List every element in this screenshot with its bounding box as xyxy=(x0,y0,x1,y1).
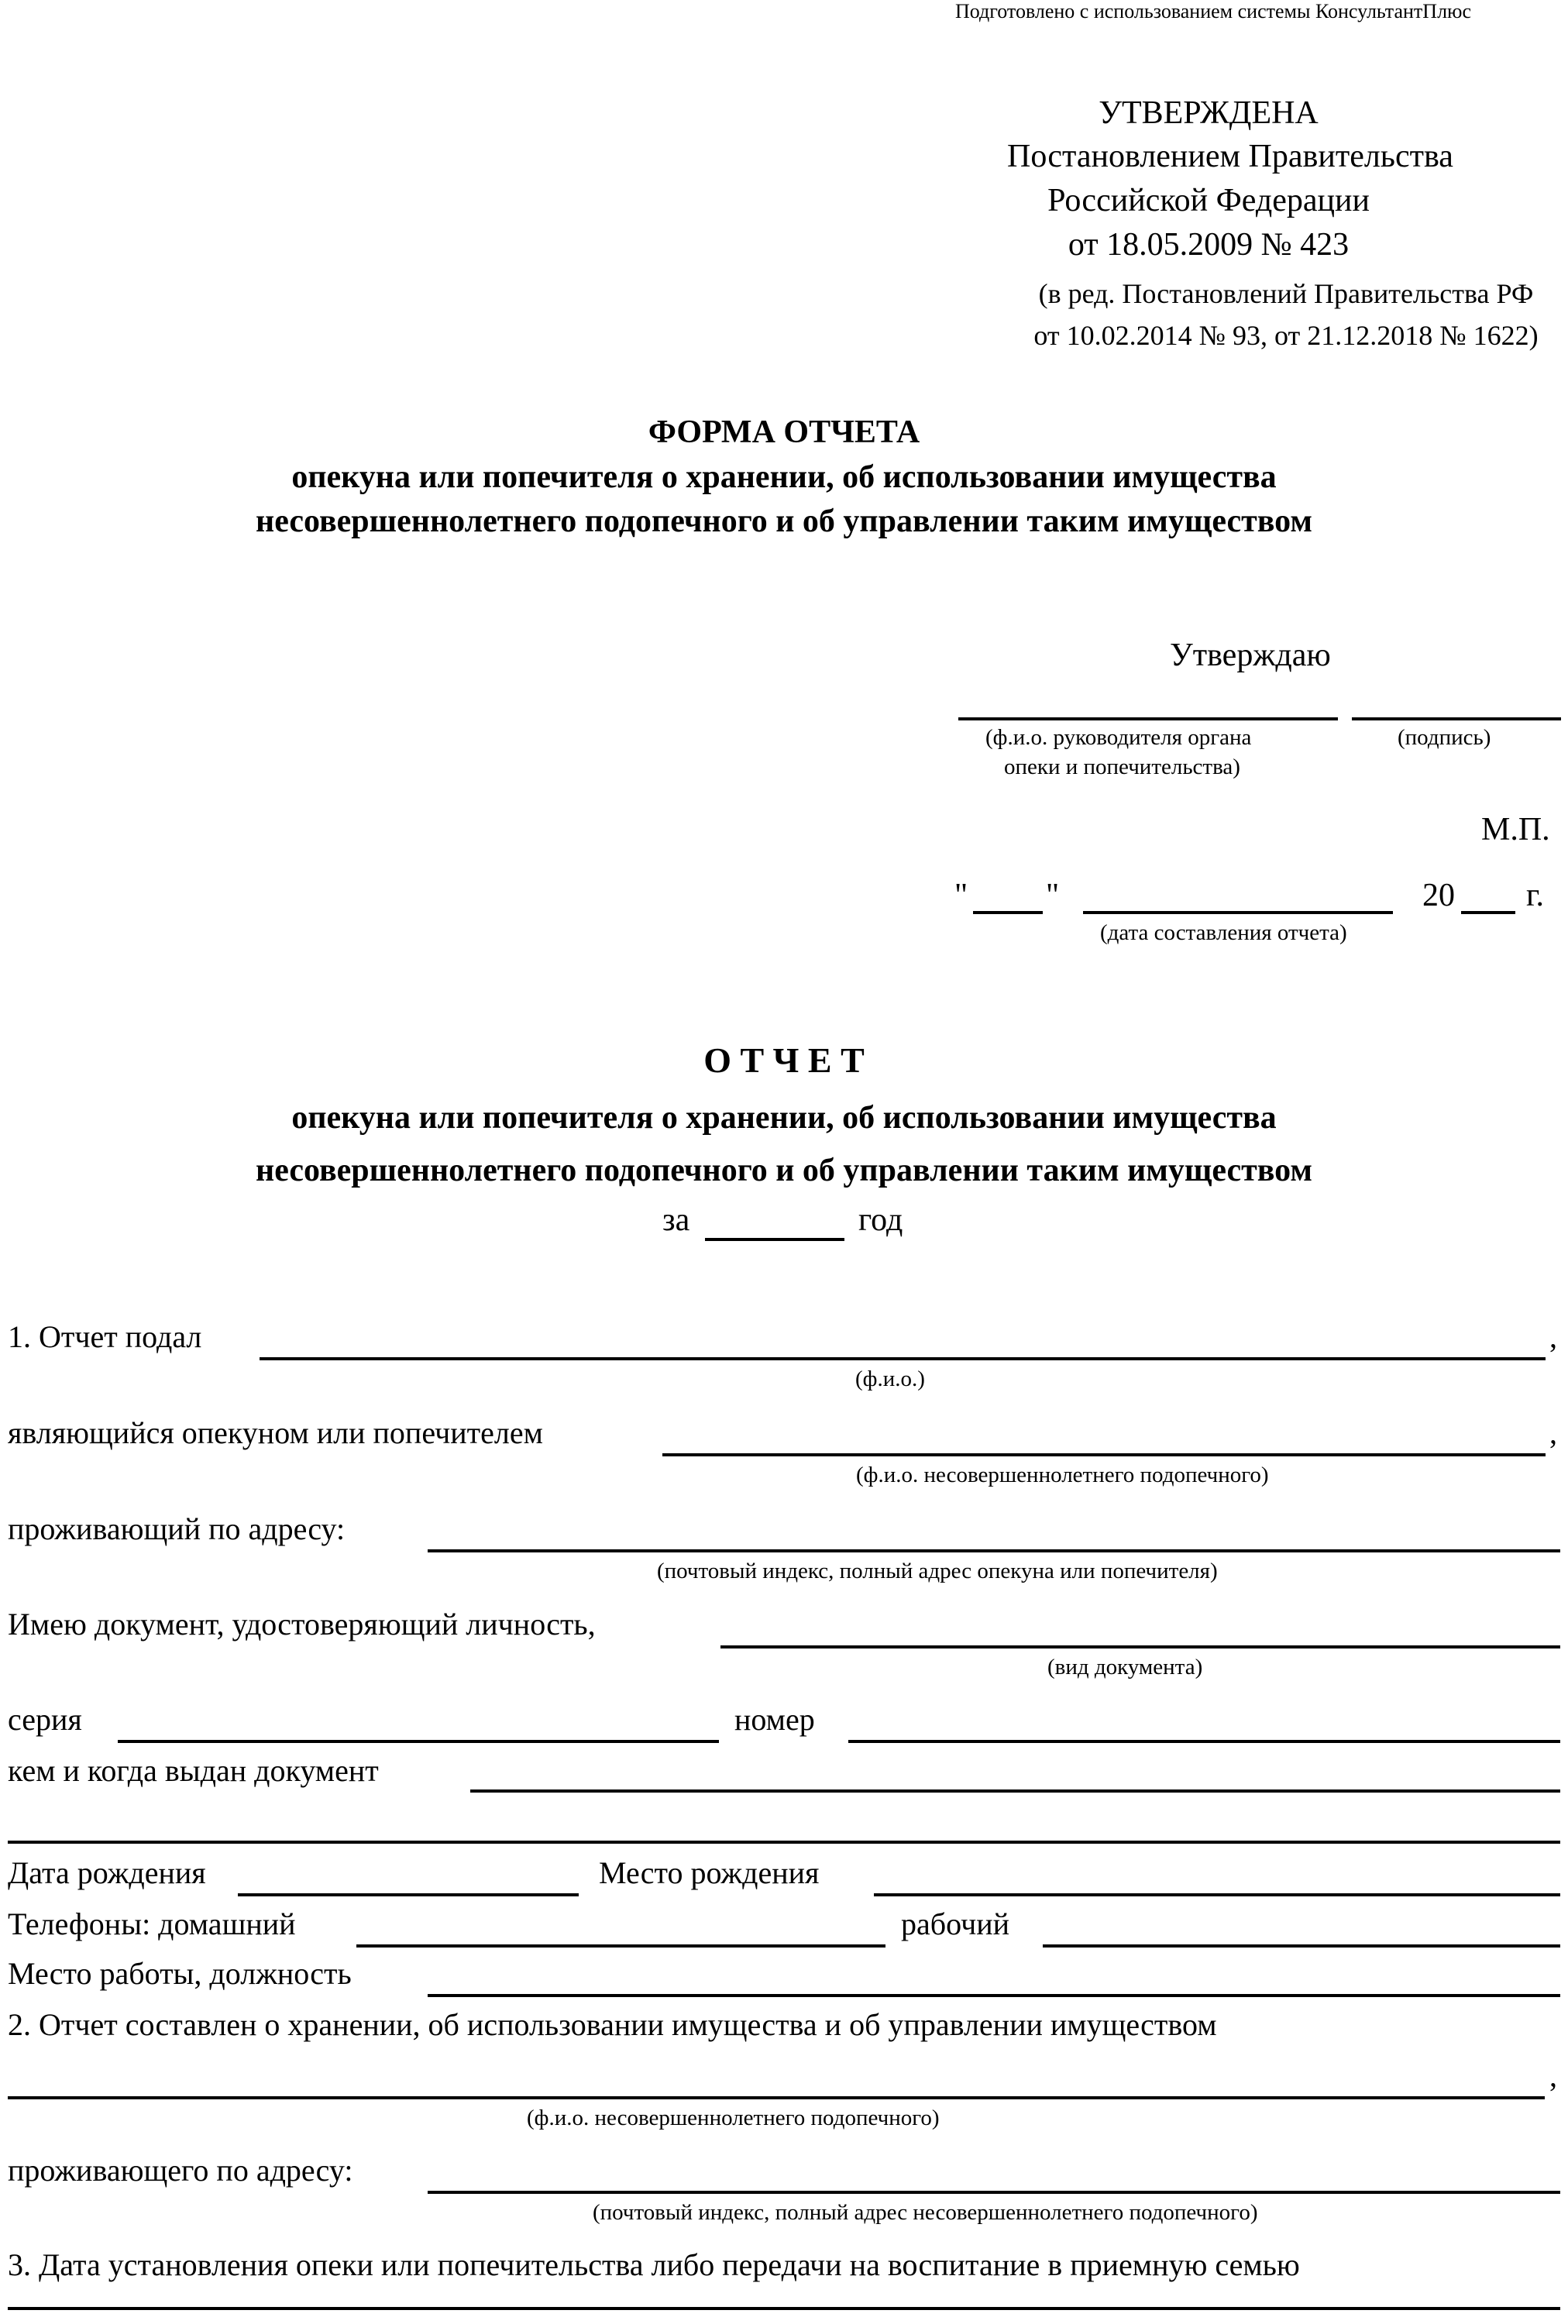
year-prefix: 20 xyxy=(1422,878,1455,913)
amendment-line-2: от 10.02.2014 № 93, от 21.12.2018 № 1622) xyxy=(1033,320,1539,351)
birth-place-label: Место рождения xyxy=(599,1855,820,1890)
ward-residing-label: проживающего по адресу: xyxy=(8,2153,353,2188)
comma-3: , xyxy=(1549,2058,1557,2093)
workplace-line[interactable] xyxy=(428,1994,1560,1997)
report-year-line[interactable] xyxy=(705,1238,844,1241)
id-document-label: Имею документ, удостоверяющий личность, xyxy=(8,1607,596,1642)
phones-home-label: Телефоны: домашний xyxy=(8,1906,296,1941)
head-fio-caption-1: (ф.и.о. руководителя органа xyxy=(985,725,1252,750)
number-label: номер xyxy=(734,1702,815,1737)
section-3-line[interactable] xyxy=(8,2307,1560,2310)
series-label: серия xyxy=(8,1702,82,1737)
approval-line-3: Российской Федерации xyxy=(1047,183,1370,218)
fio-caption: (ф.и.о.) xyxy=(855,1367,925,1391)
submitted-by-line[interactable] xyxy=(260,1357,1546,1360)
comma-2: , xyxy=(1549,1415,1557,1450)
report-title: О Т Ч Е Т xyxy=(703,1040,865,1080)
workplace-label: Место работы, должность xyxy=(8,1956,352,1991)
year-line[interactable] xyxy=(1461,911,1515,914)
form-subtitle-1: опекуна или попечителя о хранении, об использовании имущества xyxy=(291,459,1277,495)
head-fio-caption-2: опеки и попечительства) xyxy=(1004,755,1240,779)
report-for-label: за xyxy=(662,1202,690,1238)
address-caption: (почтовый индекс, полный адрес опекуна или попечителя) xyxy=(657,1559,1218,1583)
approval-line-2: Постановлением Правительства xyxy=(1007,139,1453,174)
residing-line[interactable] xyxy=(428,1549,1560,1552)
approval-line-4: от 18.05.2009 № 423 xyxy=(1068,227,1350,263)
submitted-by-label: 1. Отчет подал xyxy=(8,1319,202,1354)
phone-home-line[interactable] xyxy=(356,1944,885,1948)
ward-fio-caption-2: (ф.и.о. несовершеннолетнего подопечного) xyxy=(527,2106,940,2130)
birth-date-label: Дата рождения xyxy=(8,1855,206,1890)
ward-address-caption: (почтовый индекс, полный адрес несовершеннолетнего подопечного) xyxy=(593,2200,1258,2225)
issued-by-label: кем и когда выдан документ xyxy=(8,1753,379,1788)
guardian-of-label: являющийся опекуном или попечителем xyxy=(8,1415,543,1450)
phones-work-label: рабочий xyxy=(901,1906,1009,1941)
day-line[interactable] xyxy=(973,911,1043,914)
stamp-label: М.П. xyxy=(1481,812,1550,847)
residing-label: проживающий по адресу: xyxy=(8,1511,346,1546)
issued-by-line[interactable] xyxy=(470,1789,1560,1793)
comma-1: , xyxy=(1549,1319,1557,1354)
quote-close: " xyxy=(1046,878,1060,913)
section-3-text: 3. Дата установления опеки или попечительства либо передачи на воспитание в приемную семью xyxy=(8,2247,1300,2282)
quote-open: " xyxy=(954,878,968,913)
date-caption: (дата составления отчета) xyxy=(1100,920,1347,945)
birth-place-line[interactable] xyxy=(874,1893,1560,1896)
issued-by-line-2[interactable] xyxy=(8,1841,1560,1844)
ward-fio-line[interactable] xyxy=(662,1453,1546,1456)
report-year-label: год xyxy=(858,1202,903,1238)
signature-caption: (подпись) xyxy=(1398,725,1491,750)
ward-residing-line[interactable] xyxy=(428,2191,1560,2194)
doc-type-line[interactable] xyxy=(720,1645,1560,1648)
month-line[interactable] xyxy=(1083,911,1393,914)
head-fio-line[interactable] xyxy=(958,717,1338,720)
ward-fio-caption: (ф.и.о. несовершеннолетнего подопечного) xyxy=(856,1463,1269,1487)
year-suffix: г. xyxy=(1526,878,1544,913)
form-subtitle-2: несовершеннолетнего подопечного и об управлении таким имуществом xyxy=(256,504,1312,539)
birth-date-line[interactable] xyxy=(238,1893,579,1896)
report-subtitle-1: опекуна или попечителя о хранении, об использовании имущества xyxy=(291,1100,1277,1136)
ward-fio-line-2[interactable] xyxy=(8,2096,1545,2099)
series-line[interactable] xyxy=(118,1740,719,1743)
approve-label: Утверждаю xyxy=(1170,638,1331,673)
section-2-text: 2. Отчет составлен о хранении, об использовании имущества и об управлении имуществом xyxy=(8,2007,1217,2042)
report-subtitle-2: несовершеннолетнего подопечного и об управлении таким имуществом xyxy=(256,1153,1312,1188)
number-line[interactable] xyxy=(848,1740,1560,1743)
form-title: ФОРМА ОТЧЕТА xyxy=(648,414,920,450)
phone-work-line[interactable] xyxy=(1043,1944,1560,1948)
signature-line[interactable] xyxy=(1352,717,1561,720)
approval-line-1: УТВЕРЖДЕНА xyxy=(1099,95,1319,131)
amendment-line-1: (в ред. Постановлений Правительства РФ xyxy=(1038,278,1534,309)
header-note: Подготовлено с использованием системы КонсультантПлюс xyxy=(955,0,1472,22)
doc-type-caption: (вид документа) xyxy=(1047,1655,1203,1679)
